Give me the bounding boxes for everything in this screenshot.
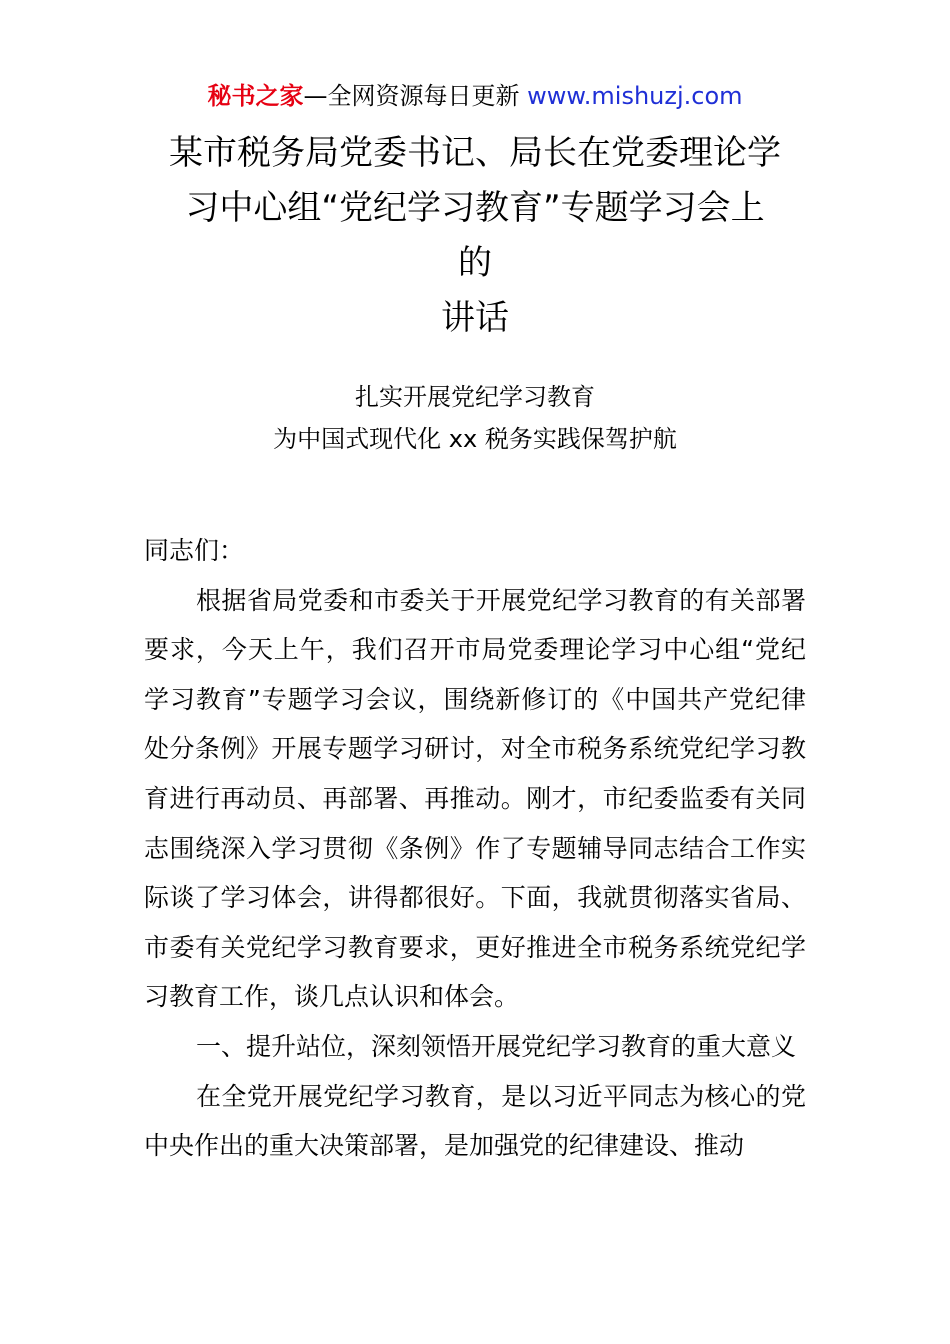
body-paragraph: 在全党开展党纪学习教育，是以习近平同志为核心的党中央作出的重大决策部署，是加强党的纪律建设、推动 (144, 1081, 806, 1161)
body-paragraph: 根据省局党委和市委关于开展党纪学习教育的有关部署要求，今天上午，我们召开市局党委理论学习中心组“党纪学习教育”专题学习会议，围绕新修订的《中国共产党纪律处分条例》开展专题学习研讨，对全市税务系统党纪学习教育进行再动员、再部署、再推动。刚才，市纪委监委有关同志围绕深入学习贯彻《条例》作了专题辅导同志结合工作实际谈了学习体会，讲得都很好。下面，我就贯彻落实省局、市委有关党纪学习教育要求，更好推进全市税务系统党纪学习教育工作，谈几点认识和体会。 (144, 585, 806, 1012)
salutation: 同志们： (144, 536, 245, 565)
document-title (100, 126, 850, 346)
title-line: 习中心组“党纪学习教育”专题学习会上 (185, 188, 765, 228)
document-body (144, 526, 806, 1171)
site-header (0, 80, 950, 112)
subtitle-line: 扎实开展党纪学习教育 (355, 383, 595, 411)
title-line: 的 (458, 243, 492, 283)
brand-name: 秘书之家 (207, 82, 304, 110)
header-tagline: —全网资源每日更新 (303, 82, 528, 110)
document-subtitle (0, 376, 950, 460)
section-heading: 一、提升站位，深刻领悟开展党纪学习教育的重大意义 (196, 1031, 797, 1061)
subtitle-line: 为中国式现代化 xx 税务实践保驾护航 (273, 425, 677, 453)
title-line: 某市税务局党委书记、局长在党委理论学 (169, 133, 781, 173)
title-line: 讲话 (441, 298, 509, 338)
site-url-link[interactable]: www.mishuzj.com (527, 82, 743, 110)
